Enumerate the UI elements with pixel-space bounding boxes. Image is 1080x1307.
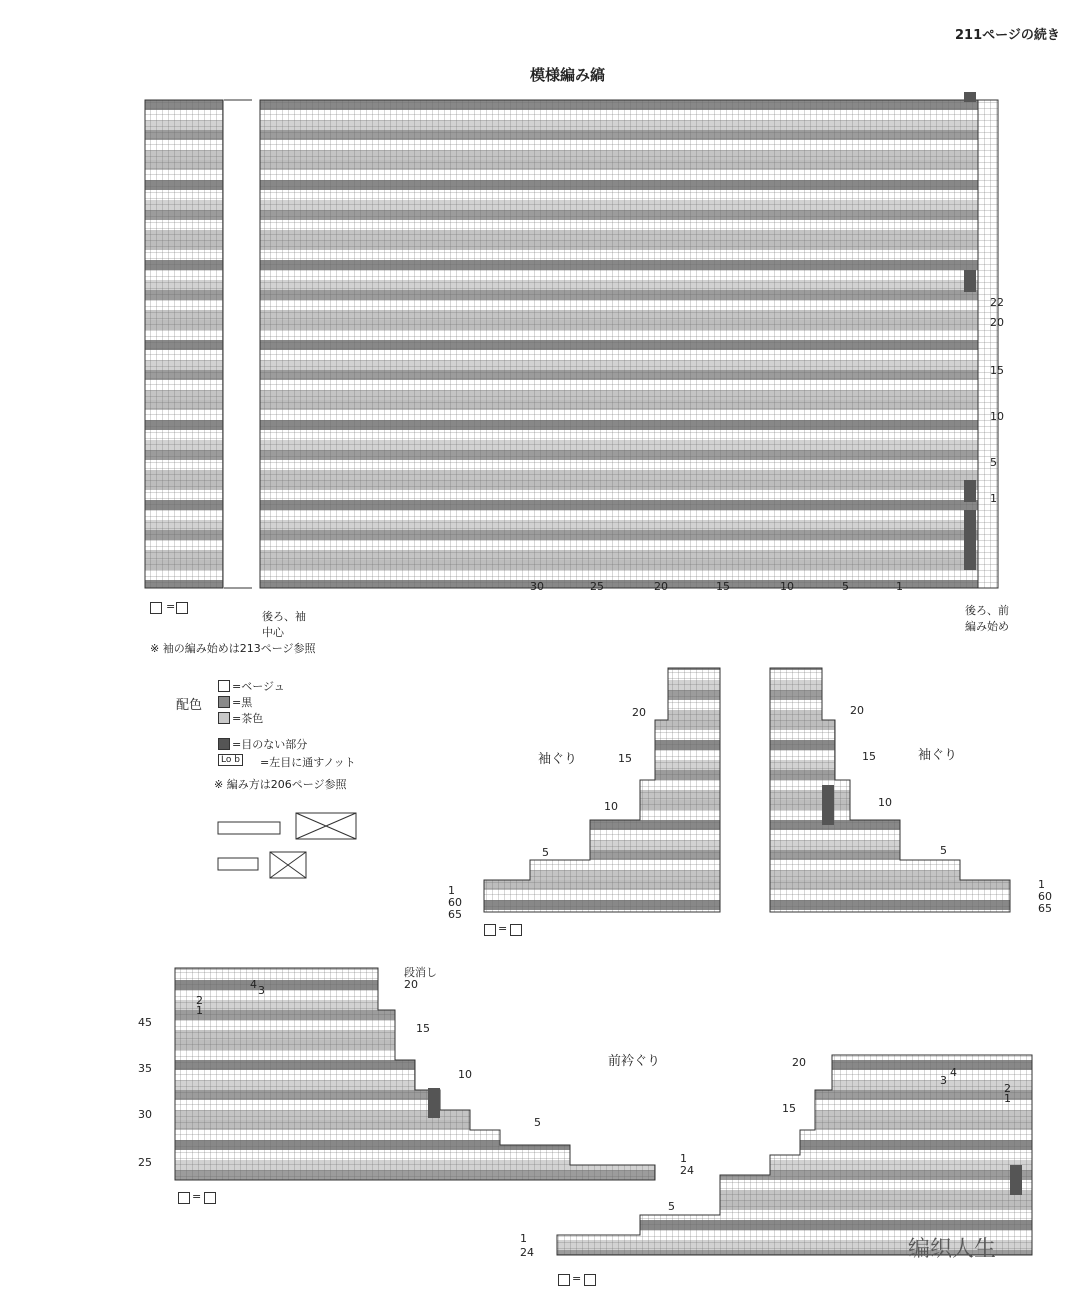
stitch-number: 5	[842, 580, 849, 593]
key-box	[510, 924, 522, 936]
key-eq: =	[498, 922, 508, 935]
row-number: 15	[990, 364, 1004, 377]
legend-key-eq: =	[166, 600, 176, 613]
legend-brown: =茶色	[232, 712, 264, 725]
neckline-rp-small: 1	[1004, 1092, 1011, 1105]
sleeve-note: ※ 袖の編み始めは213ページ参照	[150, 642, 316, 655]
armhole-right-piece	[770, 668, 1010, 912]
key-box	[204, 1192, 216, 1204]
neckline-right-mark: 段消し	[404, 966, 437, 979]
neckline-right-mark: 15	[416, 1022, 430, 1035]
neckline-left-mark: 45	[138, 1016, 152, 1029]
legend-key-box	[150, 602, 162, 614]
armhole-right-mark: 60	[1038, 890, 1052, 903]
label-start: 後ろ、前 編み始め	[965, 604, 1009, 633]
legend-knot-symbol: Lo b	[218, 754, 243, 766]
key-box	[178, 1192, 190, 1204]
armhole-left-mark: 10	[604, 800, 618, 813]
row-number: 5	[990, 456, 997, 469]
neckline-small-mark: 1	[196, 1004, 203, 1017]
armhole-right-mark: 15	[862, 750, 876, 763]
legend-method-note: ※ 編み方は206ページ参照	[214, 778, 347, 791]
armhole-left-mark: 1	[448, 884, 455, 897]
legend-color-label: 配色	[176, 698, 203, 713]
neckline-right-mark: 20	[404, 978, 418, 991]
neckline-small-mark: 3	[258, 984, 265, 997]
legend-knot: =左目に通すノット	[260, 756, 356, 769]
legend-beige: =ベージュ	[232, 680, 285, 693]
neckline-rp-small: 2	[1004, 1082, 1011, 1095]
key-box	[484, 924, 496, 936]
stitch-number: 30	[530, 580, 544, 593]
legend-swatch-brown	[218, 712, 230, 724]
armhole-right-mark: 10	[878, 796, 892, 809]
stitch-number: 20	[654, 580, 668, 593]
key-box	[584, 1274, 596, 1286]
neckline-right-mark: 24	[680, 1164, 694, 1177]
neckline-right-mark: 5	[534, 1116, 541, 1129]
armhole-right-mark: 1	[1038, 878, 1045, 891]
label-back-center: 後ろ、袖 中心	[262, 610, 306, 639]
armhole-left-mark: 65	[448, 908, 462, 921]
neckline-rp-small: 3	[940, 1074, 947, 1087]
neckline-left-mark: 35	[138, 1062, 152, 1075]
stitch-number: 15	[716, 580, 730, 593]
row-number: 22	[990, 296, 1004, 309]
legend-key-box	[176, 602, 188, 614]
legend-swatch-no-stitch	[218, 738, 230, 750]
key-eq: =	[192, 1190, 202, 1203]
armhole-left-label: 袖ぐり	[538, 752, 578, 767]
key-box	[558, 1274, 570, 1286]
neckline-title: 前衿ぐり	[608, 1054, 661, 1069]
neckline-rp-small: 4	[950, 1066, 957, 1079]
neckline-left-piece	[175, 968, 655, 1180]
armhole-right-mark: 20	[850, 704, 864, 717]
neckline-rp-mark: 20	[792, 1056, 806, 1069]
neckline-small-mark: 2	[196, 994, 203, 1007]
legend-swatch-black	[218, 696, 230, 708]
legend-black: =黒	[232, 696, 253, 709]
neckline-right-piece	[557, 1055, 1032, 1255]
page-note: 211ページの続き	[955, 28, 1060, 43]
row-number: 1	[990, 492, 997, 505]
neckline-rp-mark: 1	[520, 1232, 527, 1245]
main-chart-title: 模様編み縞	[530, 66, 606, 84]
legend-swatch-beige	[218, 680, 230, 692]
neckline-rp-mark: 15	[782, 1102, 796, 1115]
armhole-left-mark: 5	[542, 846, 549, 859]
stitch-number: 1	[896, 580, 903, 593]
neckline-left-mark: 25	[138, 1156, 152, 1169]
armhole-right-label: 袖ぐり	[918, 748, 958, 763]
neckline-right-mark: 10	[458, 1068, 472, 1081]
stitch-number: 25	[590, 580, 604, 593]
neckline-right-mark: 1	[680, 1152, 687, 1165]
row-number: 10	[990, 410, 1004, 423]
neckline-rp-mark: 5	[668, 1200, 675, 1213]
row-number: 20	[990, 316, 1004, 329]
key-eq: =	[572, 1272, 582, 1285]
stitch-number: 10	[780, 580, 794, 593]
watermark: 编织人生	[908, 1237, 997, 1262]
armhole-left-piece	[484, 668, 720, 912]
armhole-right-mark: 5	[940, 844, 947, 857]
armhole-left-mark: 60	[448, 896, 462, 909]
armhole-right-mark: 65	[1038, 902, 1052, 915]
neckline-rp-mark: 24	[520, 1246, 534, 1259]
legend-no-stitch: =目のない部分	[232, 738, 308, 751]
neckline-small-mark: 4	[250, 978, 257, 991]
armhole-left-mark: 20	[632, 706, 646, 719]
armhole-left-mark: 15	[618, 752, 632, 765]
neckline-left-mark: 30	[138, 1108, 152, 1121]
